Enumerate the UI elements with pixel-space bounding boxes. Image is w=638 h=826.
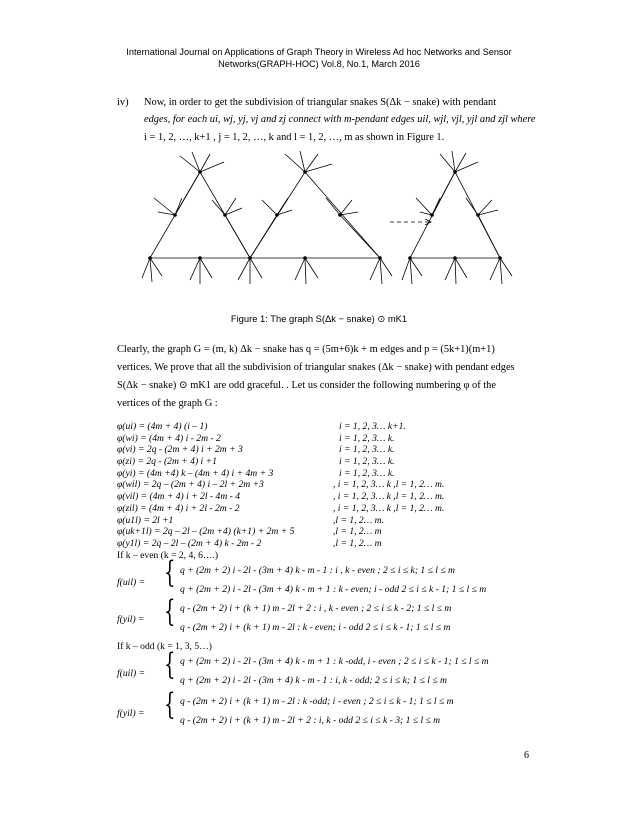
case-even-label: If k – even (k = 2, 4, 6….) (117, 550, 219, 561)
numbering-formula: φ(vil) = (4m + 4) i + 2l - 4m - 4 (117, 491, 241, 503)
graph-figure (140, 150, 520, 300)
brace: { (164, 647, 176, 682)
brace: { (164, 687, 176, 722)
numbering-row (117, 538, 537, 550)
numbering-row (117, 526, 537, 538)
numbering-range: ,l = 1, 2… m (333, 537, 382, 549)
numbering-row (117, 456, 537, 468)
journal-header-line2: Networks(GRAPH-HOC) Vol.8, No.1, March 2016 (218, 59, 420, 69)
numbering-range: , i = 1, 2, 3… k ,l = 1, 2… m. (333, 502, 445, 514)
numbering-range: , i = 1, 2, 3… k ,l = 1, 2… m. (333, 491, 445, 503)
item-line3: i = 1, 2, …, k+1 , j = 1, 2, …, k and l = 1, 2, …, m as shown in Figure 1. (144, 132, 445, 143)
v-even-line2: q - (2m + 2) i + (k + 1) m - 2l : k - even; i - odd 2 ≤ i ≤ k - 1; 1 ≤ l ≤ m (180, 622, 451, 633)
numbering-formula: φ(wil) = 2q – (2m + 4) i – 2l + 2m +3 (117, 479, 264, 491)
numbering-formula: φ(zil) = (4m + 4) i + 2l - 2m - 2 (117, 502, 240, 514)
numbering-range: i = 1, 2, 3… k. (339, 432, 395, 444)
numbering-range: i = 1, 2, 3… k+1. (339, 421, 406, 432)
numbering-formula: φ(u1l) = 2l +1 (117, 514, 174, 526)
numbering-formula: φ(y1l) = 2q – 2l – (2m + 4) k - 2m - 2 (117, 537, 262, 549)
page-number: 6 (524, 750, 529, 761)
v-odd-line2: q - (2m + 2) i + (k + 1) m - 2l + 2 : i, k - odd 2 ≤ i ≤ k - 3; 1 ≤ l ≤ m (180, 715, 441, 726)
numbering-formula: φ(ui) = (4m + 4) (i – 1) (117, 421, 208, 432)
u-odd-line2: q + (2m + 2) i - 2l - (3m + 4) k - m - 1 : i, k - odd; 2 ≤ i ≤ k; 1 ≤ l ≤ m (180, 675, 447, 686)
para-line2: vertices. We prove that all the subdivision of triangular snakes (Δk − snake) with pendant edges (117, 362, 515, 373)
numbering-list (117, 421, 537, 550)
numbering-row (117, 444, 537, 456)
para-line3: S(Δk − snake) ⊙ mK1 are odd graceful. . Let us consider the following numbering φ of the (117, 380, 496, 391)
numbering-formula: φ(vi) = 2q - (2m + 4) i + 2m + 3 (117, 444, 243, 456)
item-line2: edges, for each ui, wj, yj, vj and zj connect with m-pendant edges uil, wjl, vjl, yjl and zjl where (144, 114, 536, 125)
journal-header-line1: International Journal on Applications of Graph Theory in Wireless Ad hoc Networks and Sensor (126, 47, 512, 57)
numbering-range: i = 1, 2, 3… k. (339, 467, 395, 479)
f-u-odd-label: f(uil) = (117, 668, 146, 679)
numbering-row (117, 491, 537, 503)
numbering-row (117, 421, 537, 433)
numbering-formula: φ(uk+1l) = 2q – 2l – (2m +4) (k+1) + 2m + 5 (117, 526, 295, 538)
brace: { (164, 555, 176, 590)
numbering-range: ,l = 1, 2… m (333, 526, 382, 538)
u-odd-line1: q + (2m + 2) i - 2l - (3m + 4) k - m + 1 : k -odd, i - even ; 2 ≤ i ≤ k - 1; 1 ≤ l ≤ m (180, 656, 489, 667)
numbering-range: ,l = 1, 2… m. (333, 514, 384, 526)
numbering-row (117, 433, 537, 445)
u-even-line2: q + (2m + 2) i - 2l - (3m + 4) k - m + 1 : k - even; i - odd 2 ≤ i ≤ k - 1; 1 ≤ l ≤ m (180, 584, 487, 595)
numbering-range: i = 1, 2, 3… k. (339, 444, 395, 456)
item-line1: Now, in order to get the subdivision of triangular snakes S(Δk − snake) with pendant (144, 97, 497, 108)
v-even-line1: q - (2m + 2) i + (k + 1) m - 2l + 2 : i , k - even ; 2 ≤ i ≤ k - 2; 1 ≤ l ≤ m (180, 603, 452, 614)
numbering-row (117, 515, 537, 527)
para-line4: vertices of the graph G : (117, 398, 218, 409)
numbering-row (117, 479, 537, 491)
numbering-formula: φ(wi) = (4m + 4) i - 2m - 2 (117, 432, 221, 444)
f-v-even-label: f(yil) = (117, 614, 145, 625)
u-even-line1: q + (2m + 2) i - 2l - (3m + 4) k - m - 1 : i , k - even ; 2 ≤ i ≤ k; 1 ≤ l ≤ m (180, 565, 455, 576)
numbering-row (117, 468, 537, 480)
f-v-odd-label: f(yil) = (117, 708, 145, 719)
numbering-range: , i = 1, 2, 3… k ,l = 1, 2… m. (333, 479, 445, 491)
numbering-row (117, 503, 537, 515)
item-label: iv) (117, 97, 129, 108)
f-u-even-label: f(uil) = (117, 577, 146, 588)
numbering-range: i = 1, 2, 3… k. (339, 456, 395, 468)
v-odd-line1: q - (2m + 2) i + (k + 1) m - 2l : k -odd; i - even ; 2 ≤ i ≤ k - 1; 1 ≤ l ≤ m (180, 696, 454, 707)
numbering-formula: φ(yi) = (4m +4) k – (4m + 4) i + 4m + 3 (117, 467, 274, 479)
brace: { (164, 594, 176, 629)
figure-caption: Figure 1: The graph S(Δk − snake) ⊙ mK1 (230, 313, 408, 324)
numbering-formula: φ(zi) = 2q - (2m + 4) i +1 (117, 456, 217, 468)
case-odd-label: If k – odd (k = 1, 3, 5…) (117, 641, 212, 652)
para-line1: Clearly, the graph G = (m, k) Δk − snake has q = (5m+6)k + m edges and p = (5k+1)(m+1) (117, 344, 495, 355)
